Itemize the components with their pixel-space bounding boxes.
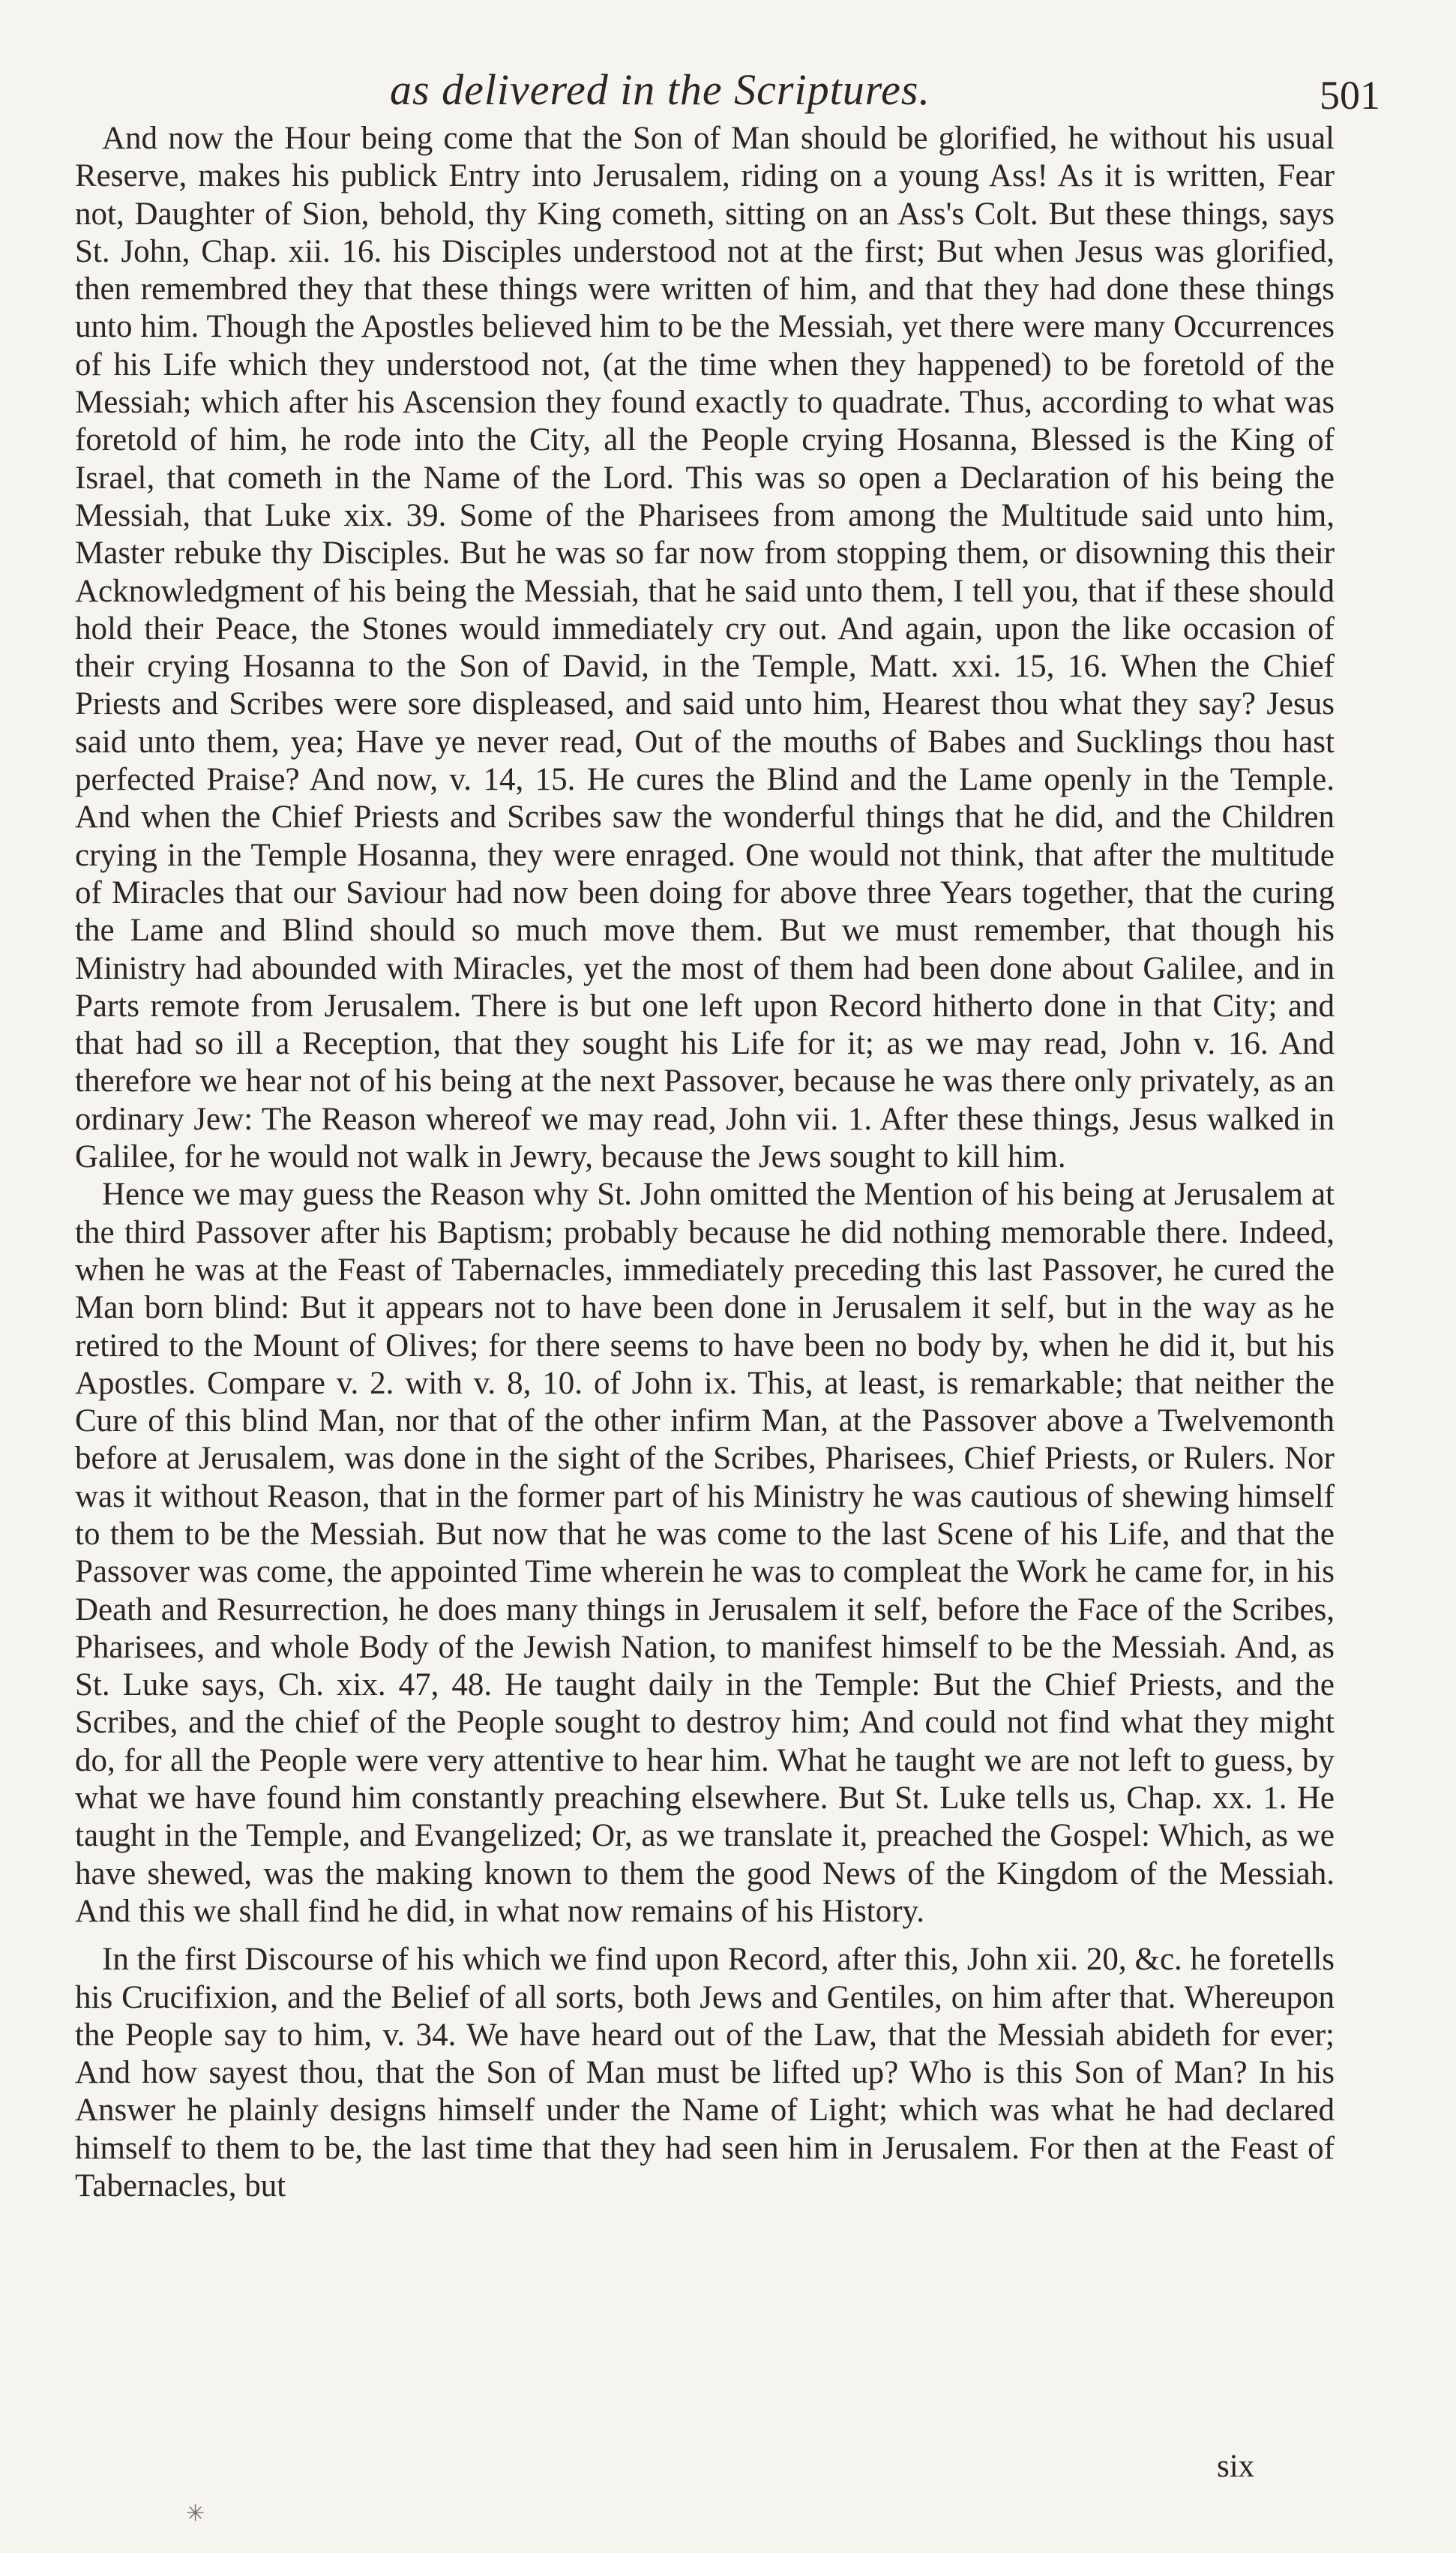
paragraph-1: And now the Hour being come that the Son of Man should be glorified, he without his usual Reserve, makes his publick Entry into Jerusalem, riding on a young Ass! As it is written, Fear not, Daughter of Sion, behold, thy King cometh, sitting on an Ass's Colt. But these things, says St. John, Chap. xii. 16. his Disciples understood not at the first; But when Jesus was glorified, then remembred they that these things were written of him, and that they had done these things unto him. Though the Apostles believed him to be the Messiah, yet there were many Occurrences of his Life which they understood not, (at the time when they happened) to be foretold of the Messiah; which after his Ascension they found exactly to quadrate. Thus, according to what was foretold of him, he rode into the City, all the People crying Hosanna, Blessed is the King of Israel, that cometh in the Name of the Lord. This was so open a Declaration of his being the Messiah, that Luke xix. 39. Some of the Pharisees from among the Multitude said unto him, Master rebuke thy Disciples. But he was so far now from stopping them, or disowning this their Acknowledgment of his being the Messiah, that he said unto them, I tell you, that if these should hold their Peace, the Stones would immediately cry out. And again, upon the like occasion of their crying Hosanna to the Son of David, in the Temple, Matt. xxi. 15, 16. When the Chief Priests and Scribes were sore displeased, and said unto him, Hearest thou what they say? Jesus said unto them, yea; Have ye never read, Out of the mouths of Babes and Sucklings thou hast perfected Praise? And now, v. 14, 15. He cures the Blind and the Lame openly in the Temple. And when the Chief Priests and Scribes saw the wonderful things that he did, and the Children crying in the Temple Hosanna, they were enraged. One would not think, that after the multitude of Miracles that our Saviour had now been doing for above three Years together, that the curing the Lame and Blind should so much move them. But we must remember, that though his Ministry had abounded with Miracles, yet the most of them had been done about Galilee, and in Parts remote from Jerusalem. There is but one left upon Record hitherto done in that City; and that had so ill a Reception, that they sought his Life for it; as we may read, John v. 16. And therefore we hear not of his being at the next Passover, because he was there only privately, as an ordinary Jew: The Reason whereof we may read, John vii. 1. After these things, Jesus walked in Galilee, for he would not walk in Jewry, because the Jews sought to kill him.	[75, 121, 1335, 1175]
printer-mark-icon: ✳	[186, 2501, 205, 2526]
running-head: as delivered in the Scriptures.	[390, 65, 930, 114]
paragraph-3: In the first Discourse of his which we find upon Record, after this, John xii. 20, &c. he foretells his Crucifixion, and the Belief of all sorts, both Jews and Gentiles, on him after that. Whereupon the People say to him, v. 34. We have heard out of the Law, that the Messiah abideth for ever; And how sayest thou, that the Son of Man must be lifted up? Who is this Son of Man? In his Answer he plainly designs himself under the Name of Light; which was what he had declared himself to them to be, the last time that they had seen him in Jerusalem. For then at the Feast of Tabernacles, but	[75, 1942, 1335, 2204]
catchword: six	[1217, 2449, 1255, 2484]
page-number: 501	[1320, 73, 1380, 118]
body-text	[75, 120, 1335, 2205]
paragraph-2: Hence we may guess the Reason why St. John omitted the Mention of his being at Jerusalem at the third Passover after his Baptism; probably because he did nothing memorable there. Indeed, when he was at the Feast of Tabernacles, immediately preceding this last Passover, he cured the Man born blind: But it appears not to have been done in Jerusalem it self, but in the way as he retired to the Mount of Olives; for there seems to have been no body by, when he did it, but his Apostles. Compare v. 2. with v. 8, 10. of John ix. This, at least, is remarkable; that neither the Cure of this blind Man, nor that of the other infirm Man, at the Passover above a Twelvemonth before at Jerusalem, was done in the sight of the Scribes, Pharisees, Chief Priests, or Rulers. Nor was it without Reason, that in the former part of his Ministry he was cautious of shewing himself to them to be the Messiah. But now that he was come to the last Scene of his Life, and that the Passover was come, the appointed Time wherein he was to compleat the Work he came for, in his Death and Resurrection, he does many things in Jerusalem it self, before the Face of the Scribes, Pharisees, and whole Body of the Jewish Nation, to manifest himself to be the Messiah. And, as St. Luke says, Ch. xix. 47, 48. He taught daily in the Temple: But the Chief Priests, and the Scribes, and the chief of the People sought to destroy him; And could not find what they might do, for all the People were very attentive to hear him. What he taught we are not left to guess, by what we have found him constantly preaching elsewhere. But St. Luke tells us, Chap. xx. 1. He taught in the Temple, and Evangelized; Or, as we translate it, preached the Gospel: Which, as we have shewed, was the making known to them the good News of the Kingdom of the Messiah. And this we shall find he did, in what now remains of his History.	[75, 1177, 1335, 1929]
